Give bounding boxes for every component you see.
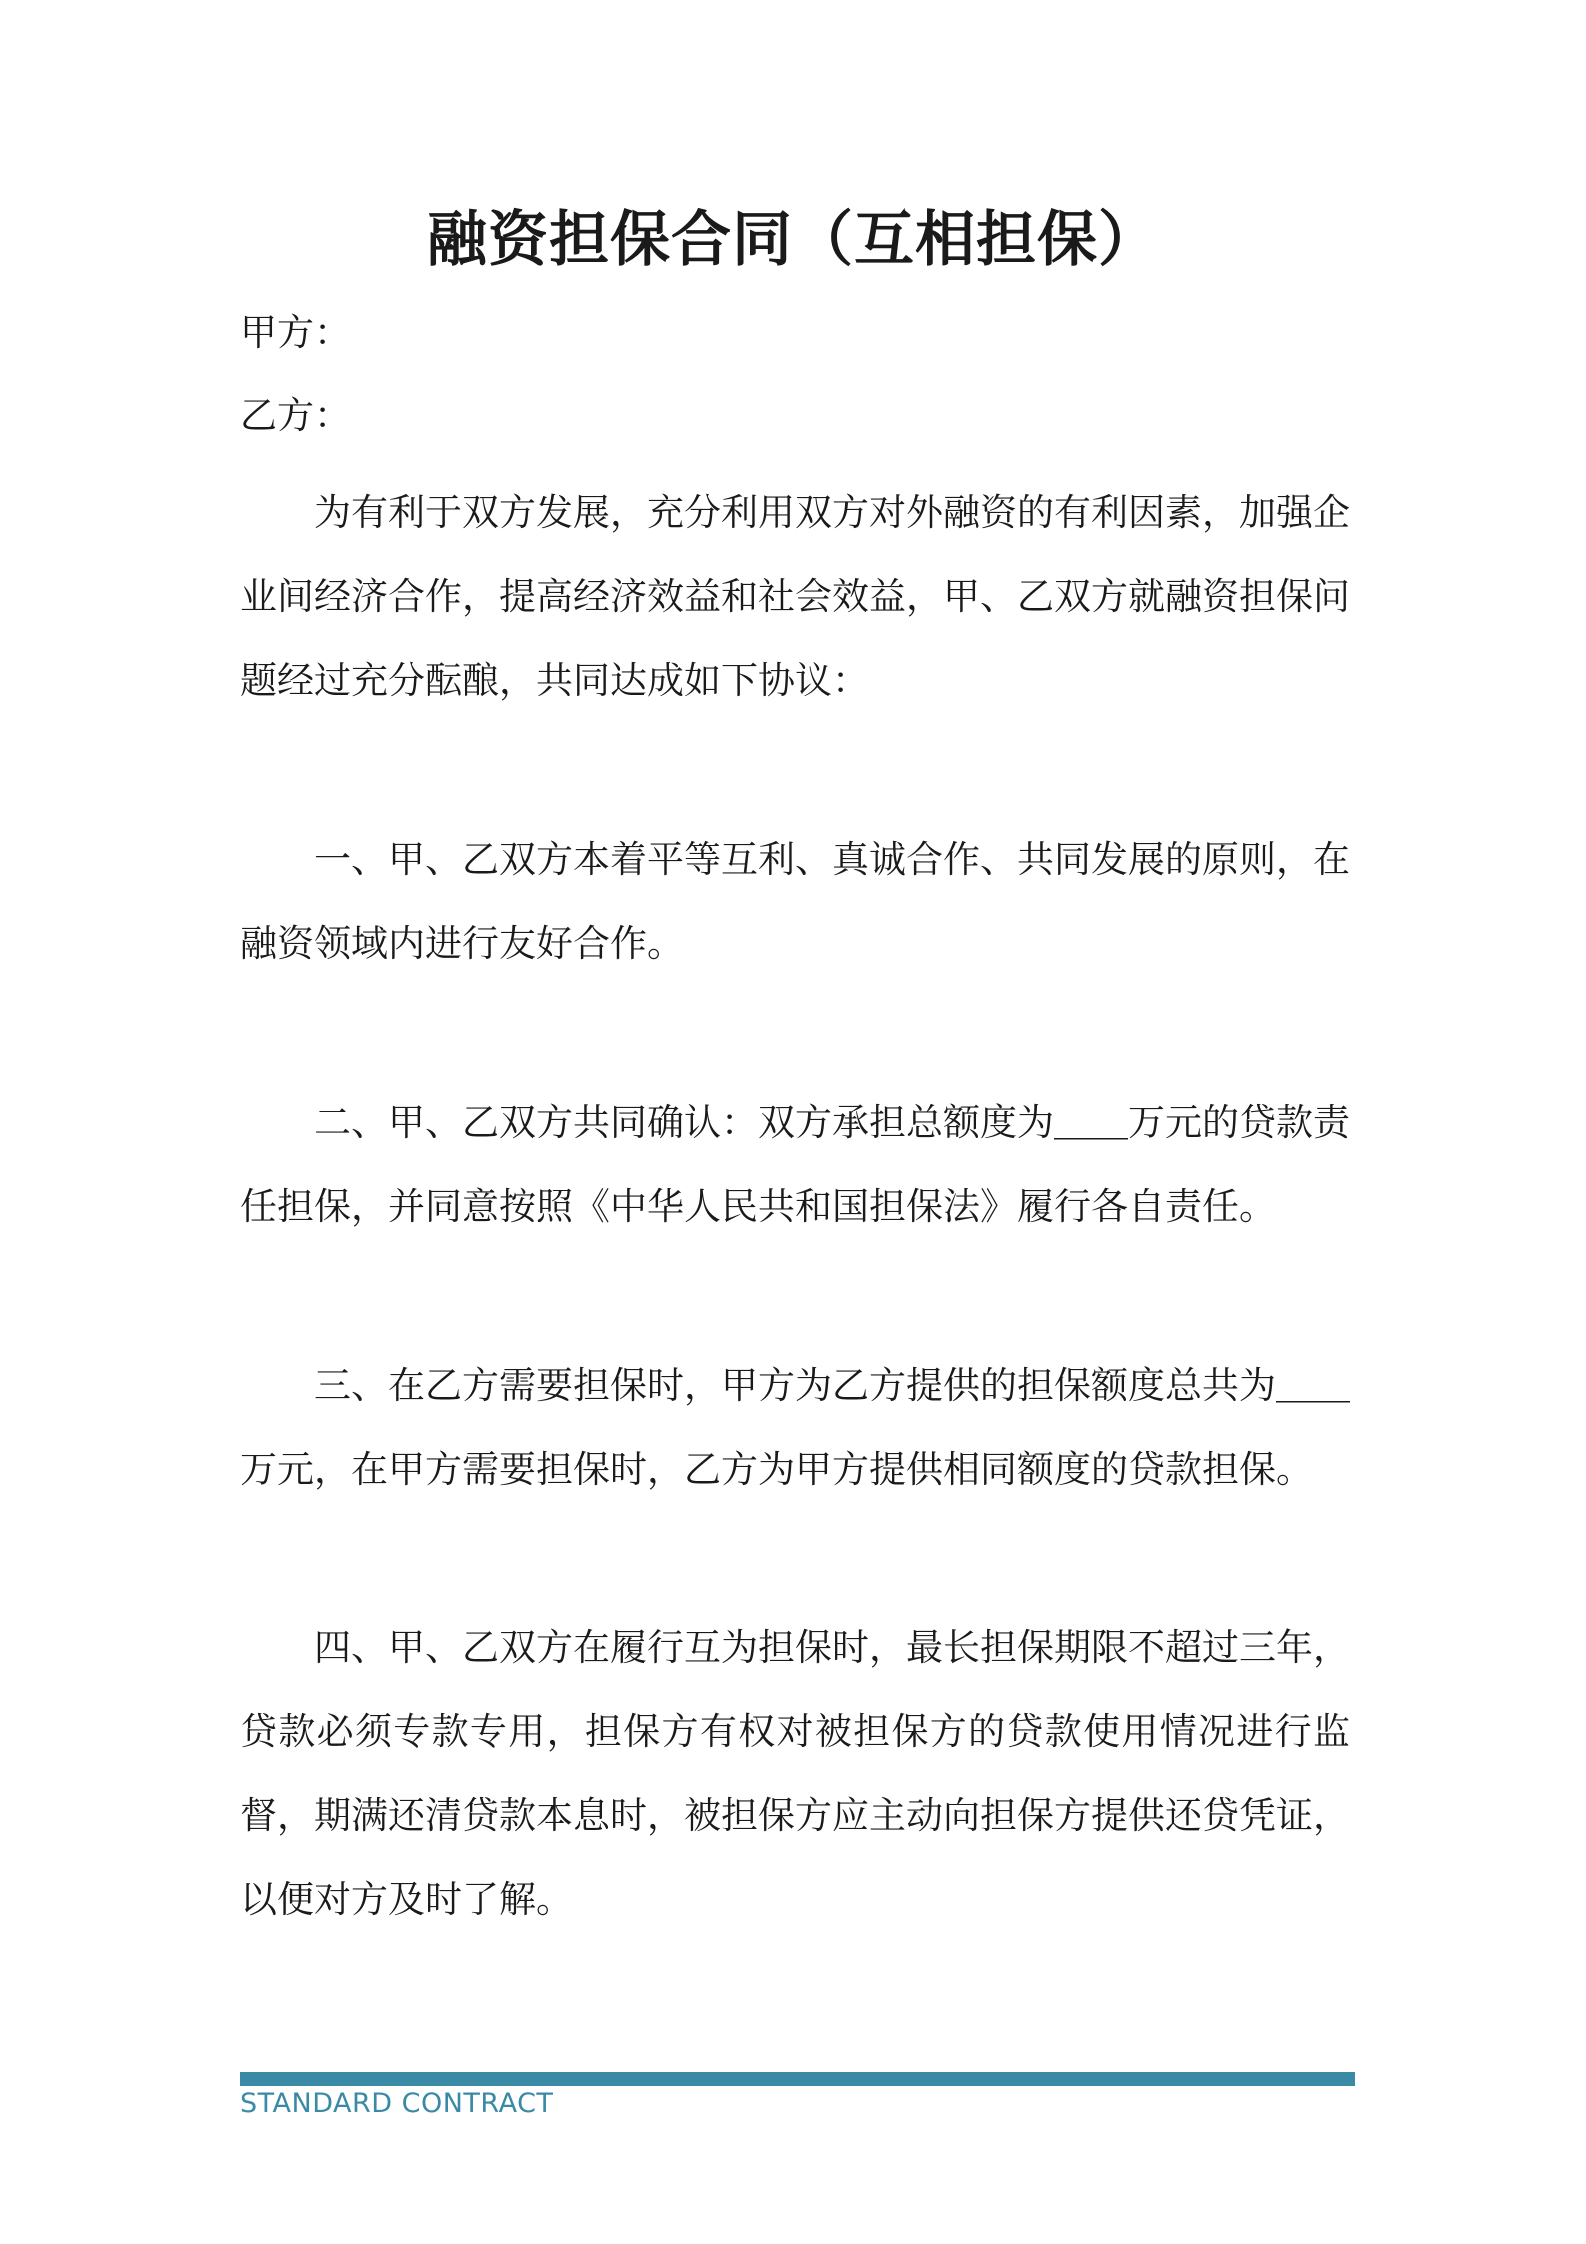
- clause-2: 二、甲、乙双方共同确认：双方承担总额度为＿＿万元的贷款责任担保，并同意按照《中华人民共和国担保法》履行各自责任。: [240, 1101, 1350, 1228]
- clause-3: 三、在乙方需要担保时，甲方为乙方提供的担保额度总共为＿＿万元，在甲方需要担保时，乙方为甲方提供相同额度的贷款担保。: [240, 1364, 1350, 1491]
- page-title: 融资担保合同（互相担保）: [427, 205, 1159, 275]
- footer-label: STANDARD CONTRACT: [240, 2088, 554, 2119]
- party-b-label: 乙方：: [240, 394, 351, 437]
- party-a-label: 甲方：: [240, 311, 351, 354]
- clause-4: 四、甲、乙双方在履行互为担保时，最长担保期限不超过三年，贷款必须专款专用，担保方有权对被担保方的贷款使用情况进行监督，期满还清贷款本息时，被担保方应主动向担保方提供还贷凭证，以便对方及时了解。: [240, 1626, 1350, 1921]
- intro-paragraph: 为有利于双方发展，充分利用双方对外融资的有利因素，加强企业间经济合作，提高经济效益和社会效益，甲、乙双方就融资担保问题经过充分酝酿，共同达成如下协议：: [240, 491, 1350, 702]
- clause-1: 一、甲、乙双方本着平等互利、真诚合作、共同发展的原则，在融资领域内进行友好合作。: [240, 838, 1350, 965]
